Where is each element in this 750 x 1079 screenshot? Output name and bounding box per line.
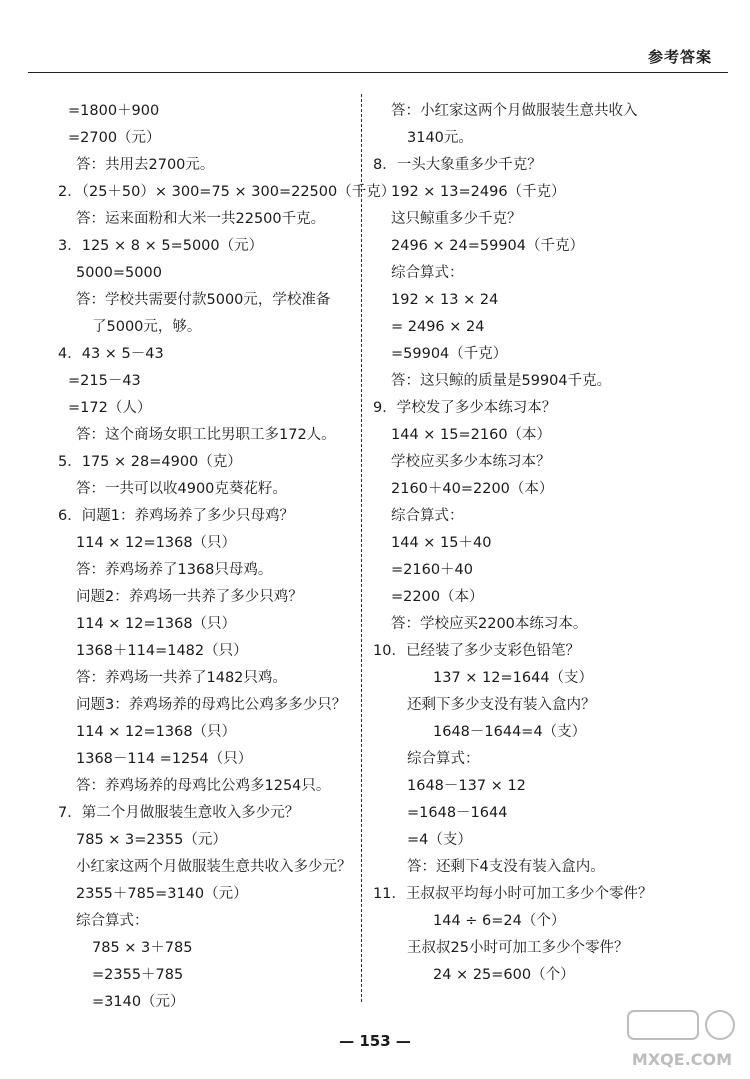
answer-line: 5000=5000 <box>76 265 162 281</box>
answer-line: 3．125 × 8 × 5=5000（元） <box>58 238 264 254</box>
answer-line: 2355＋785=3140（元） <box>76 886 248 902</box>
answer-line: 2．（25＋50）× 300=75 × 300=22500（千克） <box>58 184 396 200</box>
answer-line: 2496 × 24=59904（千克） <box>391 238 584 254</box>
answer-line: =172（人） <box>68 400 152 416</box>
answer-line: 答：这只鲸的质量是59904千克。 <box>391 373 612 389</box>
answer-line: 114 × 12=1368（只） <box>76 616 237 632</box>
answer-line: 192 × 13=2496（千克） <box>391 184 566 200</box>
answer-line: 8．一头大象重多少千克？ <box>373 157 542 173</box>
watermark-logo <box>622 1003 742 1073</box>
answer-line: 24 × 25=600（个） <box>433 967 575 983</box>
answer-line: 785 × 3=2355（元） <box>76 832 227 848</box>
left-answer-column <box>58 98 396 1016</box>
page-header-title: 参考答案 <box>647 48 712 66</box>
answer-line: =59904（千克） <box>391 346 508 362</box>
answer-line: 王叔叔25小时可加工多少个零件？ <box>407 940 629 956</box>
answer-line: 11．王叔叔平均每小时可加工多少个零件？ <box>373 886 653 902</box>
answer-line: 问题3：养鸡场养的母鸡比公鸡多多少只？ <box>76 697 347 713</box>
header-rule <box>28 72 728 73</box>
answer-line: 137 × 12=1644（支） <box>433 670 594 686</box>
answer-line: 114 × 12=1368（只） <box>76 724 237 740</box>
answer-line: 小红家这两个月做服装生意共收入多少元？ <box>76 859 352 875</box>
answer-line: =2160＋40 <box>391 562 474 578</box>
answer-line: 2160＋40=2200（本） <box>391 481 554 497</box>
answer-line: 785 × 3＋785 <box>92 940 193 956</box>
answer-line: 了5000元，够。 <box>92 319 202 335</box>
answer-line: 1648－137 × 12 <box>407 778 526 794</box>
answer-line: 1368＋114=1482（只） <box>76 643 248 659</box>
answer-line: 问题2：养鸡场一共养了多少只鸡？ <box>76 589 303 605</box>
answer-line: 10．已经装了多少支彩色铅笔？ <box>373 643 580 659</box>
answer-line: =2700（元） <box>68 130 161 146</box>
answer-line: =1648－1644 <box>407 805 508 821</box>
answer-line: 综合算式： <box>391 508 464 524</box>
answer-line: 答：还剩下4支没有装入盒内。 <box>407 859 605 875</box>
answer-line: =215－43 <box>68 373 141 389</box>
answer-line: =2200（本） <box>391 589 484 605</box>
answer-line: 答：运来面粉和大米一共22500千克。 <box>76 211 326 227</box>
answer-line: 4．43 × 5－43 <box>58 346 164 362</box>
answer-line: 144 × 15＋40 <box>391 535 492 551</box>
answer-line: 答：共用去2700元。 <box>76 157 215 173</box>
watermark-text: MXQE.COM <box>631 1050 733 1069</box>
answer-line: =2355＋785 <box>92 967 184 983</box>
answer-line: 1368－114 =1254（只） <box>76 751 253 767</box>
answer-line: 6．问题1：养鸡场养了多少只母鸡？ <box>58 508 294 524</box>
page-number: — 153 — <box>339 1032 411 1050</box>
answer-line: =3140（元） <box>92 994 185 1010</box>
answer-line: 答：养鸡场一共养了1482只鸡。 <box>76 670 287 686</box>
answer-line: 114 × 12=1368（只） <box>76 535 237 551</box>
answer-line: 答：一共可以收4900克葵花籽。 <box>76 481 287 497</box>
answer-line: 综合算式： <box>391 265 464 281</box>
answer-line: 综合算式： <box>76 913 149 929</box>
answer-line: 192 × 13 × 24 <box>391 292 499 308</box>
answer-line: 答：小红家这两个月做服装生意共收入 <box>391 103 638 119</box>
answer-line: 这只鲸重多少千克？ <box>391 211 522 227</box>
column-divider <box>361 94 362 1002</box>
answer-line: =1800＋900 <box>68 103 160 119</box>
answer-line: 答：养鸡场养的母鸡比公鸡多1254只。 <box>76 778 331 794</box>
right-answer-column <box>373 98 703 989</box>
answer-line: 答：学校共需要付款5000元，学校准备 <box>76 292 331 308</box>
answer-line: 答：学校应买2200本练习本。 <box>391 616 588 632</box>
answer-line: 学校应买多少本练习本？ <box>391 454 551 470</box>
answer-line: 答：养鸡场养了1368只母鸡。 <box>76 562 273 578</box>
answer-line: 144 × 15=2160（本） <box>391 427 552 443</box>
answer-line: = 2496 × 24 <box>391 319 485 335</box>
answer-line: 7．第二个月做服装生意收入多少元？ <box>58 805 300 821</box>
answer-line: 144 ÷ 6=24（个） <box>433 913 566 929</box>
answer-line: =4（支） <box>407 832 472 848</box>
answer-line: 5．175 × 28=4900（克） <box>58 454 242 470</box>
answer-line: 答：这个商场女职工比男职工多172人。 <box>76 427 336 443</box>
answer-line: 综合算式： <box>407 751 480 767</box>
answer-line: 1648－1644=4（支） <box>433 724 587 740</box>
answer-line: 9．学校发了多少本练习本？ <box>373 400 557 416</box>
answer-line: 3140元。 <box>407 130 473 146</box>
answer-line: 还剩下多少支没有装入盒内？ <box>407 697 596 713</box>
